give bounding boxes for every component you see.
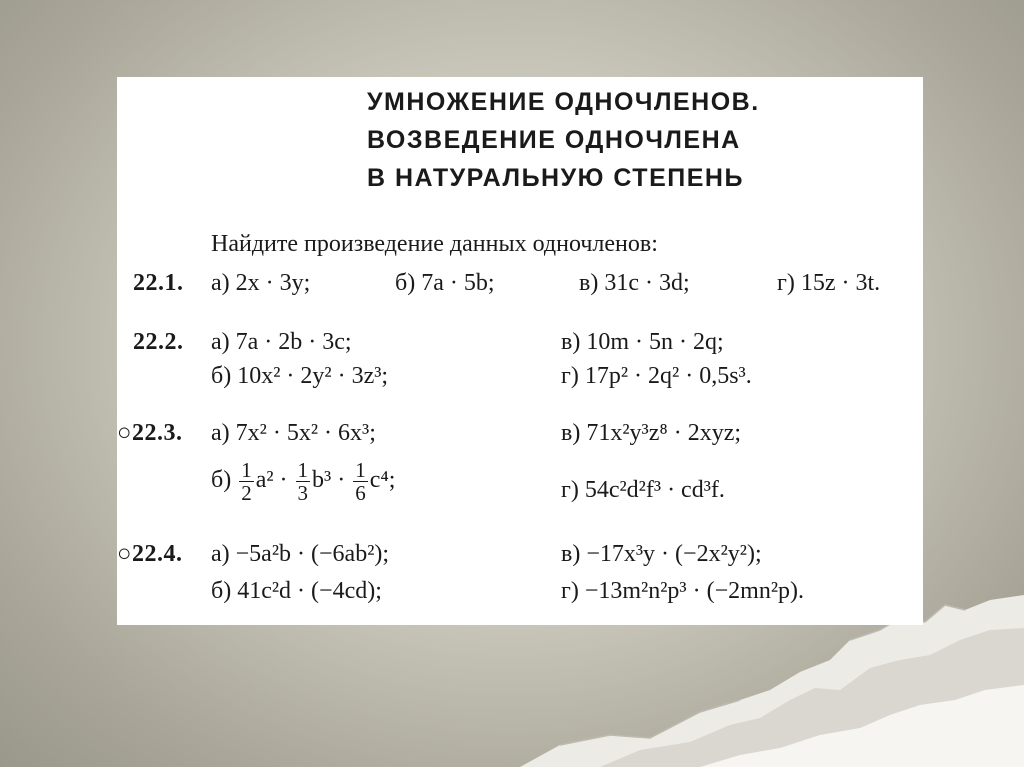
fraction-denominator: 2 xyxy=(241,481,252,505)
fraction-one-third xyxy=(296,459,311,504)
problem-22-3-g: г) 54c²d²f³ · cd³f. xyxy=(561,477,725,503)
problem-22-1-g: г) 15z · 3t. xyxy=(777,270,881,296)
problem-22-2-g: г) 17p² · 2q² · 0,5s³. xyxy=(561,363,752,389)
problem-number-22-4: ○22.4. xyxy=(117,541,183,567)
term-b-cubed: b³ · xyxy=(312,467,346,494)
textbook-page xyxy=(117,77,923,625)
problem-number-22-3: ○22.3. xyxy=(117,420,183,446)
title-line-3: В НАТУРАЛЬНУЮ СТЕПЕНЬ xyxy=(367,164,744,192)
fraction-numerator: 1 xyxy=(241,458,252,482)
problem-22-2-v: в) 10m · 5n · 2q; xyxy=(561,329,724,355)
title-line-1: УМНОЖЕНИЕ ОДНОЧЛЕНОВ. xyxy=(367,88,760,116)
problem-22-2-a: а) 7a · 2b · 3c; xyxy=(211,329,352,355)
problem-22-1-a: а) 2x · 3y; xyxy=(211,270,311,296)
problem-22-1-v: в) 31c · 3d; xyxy=(579,270,690,296)
problem-22-4-v: в) −17x³y · (−2x²y²); xyxy=(561,541,762,567)
title-line-2: ВОЗВЕДЕНИЕ ОДНОЧЛЕНА xyxy=(367,126,741,154)
problem-22-3-b xyxy=(211,459,395,504)
instruction-text: Найдите произведение данных одночленов: xyxy=(211,231,658,257)
term-c-fourth: c⁴; xyxy=(369,467,396,494)
problem-22-2-b: б) 10x² · 2y² · 3z³; xyxy=(211,363,389,389)
problem-number-22-1: 22.1. xyxy=(133,270,184,296)
term-a-squared: a² · xyxy=(255,467,288,494)
problem-22-3-v: в) 71x²y³z⁸ · 2xyz; xyxy=(561,420,742,446)
fraction-numerator: 1 xyxy=(297,458,309,482)
problem-22-1-b: б) 7a · 5b; xyxy=(395,270,495,296)
problem-number-22-2: 22.2. xyxy=(133,329,184,355)
page-title xyxy=(367,83,760,197)
fraction-one-half xyxy=(239,459,254,504)
problem-22-4-b: б) 41c²d · (−4cd); xyxy=(211,578,382,604)
problem-22-4-a: а) −5a²b · (−6ab²); xyxy=(211,541,390,567)
problem-22-3-b-label: б) xyxy=(211,467,232,494)
fraction-numerator: 1 xyxy=(355,458,366,482)
fraction-one-sixth xyxy=(353,459,368,504)
fraction-denominator: 6 xyxy=(355,481,366,505)
fraction-denominator: 3 xyxy=(297,481,309,505)
problem-22-4-g: г) −13m²n²p³ · (−2mn²p). xyxy=(561,578,804,604)
problem-22-3-a: а) 7x² · 5x² · 6x³; xyxy=(211,420,376,446)
